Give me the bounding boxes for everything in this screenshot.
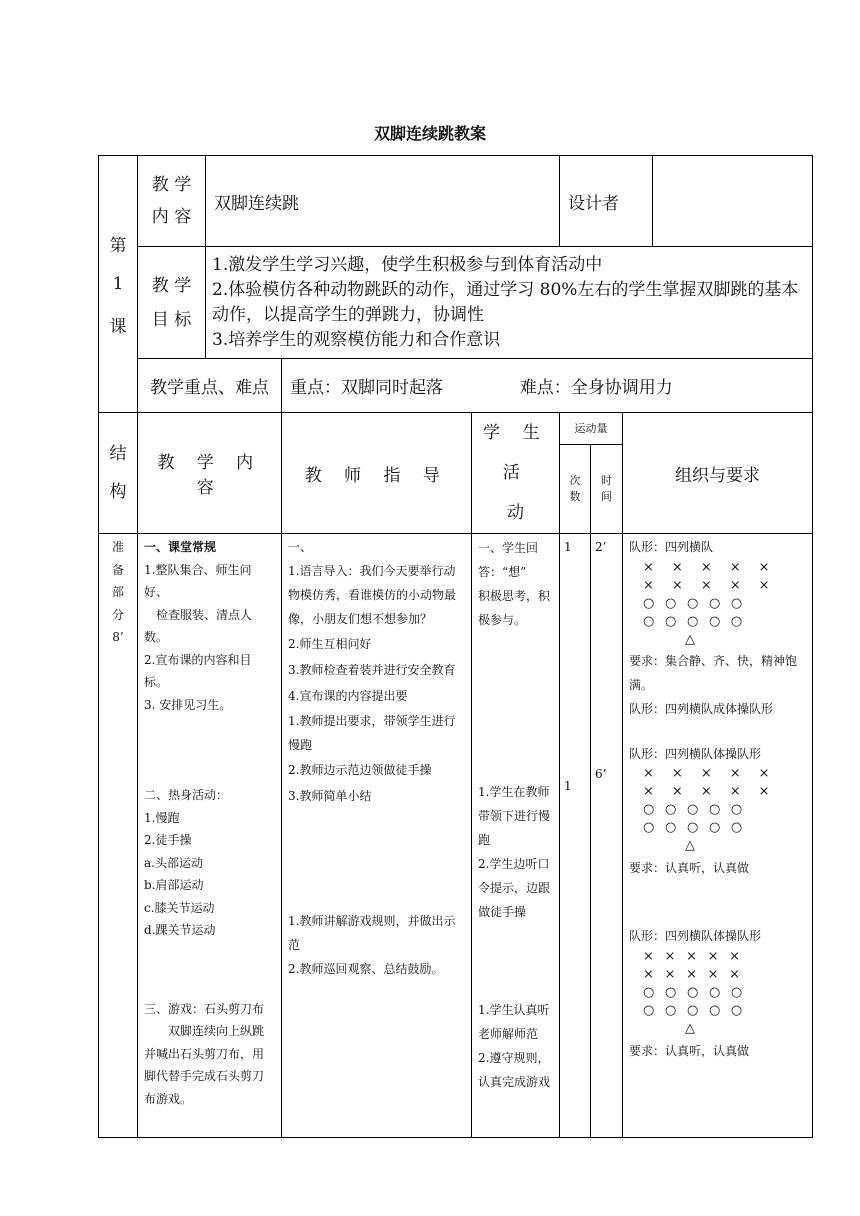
teacher-a-item-4: 4.宣布课的内容提出要 <box>288 688 408 703</box>
structure-label-2: 构 <box>109 482 127 502</box>
student-header <box>472 413 560 534</box>
org-c-req: 要求：认真听，认真做 <box>629 1043 750 1058</box>
key-point: 重点：双脚同时起落 <box>290 378 443 398</box>
org-a-row-3: ○ ○ ○ ○ ○ <box>643 595 746 611</box>
document-title: 双脚连续跳教案 <box>373 124 486 143</box>
org-header: 组织与要求 <box>623 413 813 534</box>
content-a-item-1: 1.整队集合、师生问好、 <box>144 562 252 599</box>
content-a-item-4: 3. 安排见习生。 <box>144 697 232 712</box>
content-value: 双脚连续跳 <box>206 156 560 247</box>
content-header: 教 学 内 容 <box>138 413 282 534</box>
org-body-cell <box>623 534 813 1138</box>
designer-value <box>653 156 813 247</box>
lesson-plan-table <box>98 155 813 1138</box>
student-b-item-1: 1.学生在教师带领下进行慢跑 <box>478 785 551 847</box>
student-a-text2: 积极思考，积极参与。 <box>478 589 551 627</box>
content-b-title: 二、热身活动： <box>144 788 229 802</box>
structure-header <box>99 413 138 534</box>
org-c-row-2: × × × × × <box>643 966 744 982</box>
teacher-c-item-1: 1.教师讲解游戏规则，并做出示范 <box>288 913 456 952</box>
org-b-row-3: ○ ○ ○ ○ ○ <box>643 802 746 817</box>
times-value-1: 1 <box>564 540 572 554</box>
difficulty: 难点：全身协调用力 <box>519 378 673 398</box>
duration-value-2: 6’ <box>595 766 607 781</box>
teacher-position-icon: △ <box>685 838 696 853</box>
teacher-header: 教 师 指 导 <box>282 413 472 534</box>
duration-label-1: 时 <box>601 473 613 487</box>
teacher-b-item-1: 1.教师提出要求，带领学生进行慢跑 <box>288 713 456 752</box>
goal-2: 2.体验模仿各种动物跳跃的动作，通过学习 80%左右的学生掌握双脚跳的基本动作，以提高学生的弹跳力，协调性 <box>212 279 799 325</box>
key-label: 教学重点、难点 <box>138 359 282 413</box>
section-label-cell <box>99 534 138 1138</box>
content-label-2: 内 容 <box>151 207 192 227</box>
times-body-cell <box>560 534 591 1138</box>
org-b-row-2: × × × × × <box>643 784 773 799</box>
teacher-a-item-2: 2.师生互相问好 <box>288 636 372 651</box>
teacher-b-item-3: 3.教师简单小结 <box>288 788 372 803</box>
student-label-1: 学 生 活 <box>483 423 548 483</box>
student-label-2: 动 <box>507 503 524 523</box>
lesson-number-cell <box>99 156 138 413</box>
goal-label-1: 教 学 <box>151 275 192 296</box>
goal-label-cell <box>138 247 206 359</box>
times-label-1: 次 <box>569 473 581 487</box>
org-a-row-1: × × × × × <box>643 559 773 575</box>
org-a-row-4: ○ ○ ○ ○ ○ <box>643 613 746 629</box>
content-c-desc: 双脚连续向上纵跳并喊出石头剪刀布，用脚代替手完成石头剪刀布游戏。 <box>144 1024 265 1106</box>
section-label-4: 分 <box>111 607 124 622</box>
org-a-row-2: × × × × × <box>643 577 773 593</box>
times-header <box>560 444 591 533</box>
teacher-b-item-2: 2.教师边示范边领做徒手操 <box>288 762 432 777</box>
student-c-item-2: 2.遵守规则，认真完成游戏 <box>478 1051 551 1089</box>
lesson-label-2: 1 <box>112 274 124 294</box>
content-body-cell <box>138 534 282 1138</box>
key-points-cell <box>282 359 813 413</box>
section-label-1: 准 <box>111 540 124 554</box>
teacher-position-icon: △ <box>685 1020 696 1036</box>
teacher-body-cell <box>282 534 472 1138</box>
org-b-req: 要求：认真听，认真做 <box>629 861 750 875</box>
goal-label-2: 目 标 <box>151 309 192 330</box>
teacher-a-item-3: 3.教师检查着装并进行安全教育 <box>288 662 456 677</box>
times-label-2: 数 <box>569 489 581 503</box>
section-label-5: 8’ <box>112 630 124 644</box>
goal-3: 3.培养学生的观察模仿能力和合作意识 <box>212 329 501 350</box>
org-a-req: 要求：集合静、齐、快，精神饱满。 <box>629 653 798 692</box>
lesson-label-1: 第 <box>109 236 127 256</box>
teacher-c-item-2: 2.教师巡回观察、总结鼓励。 <box>288 961 444 976</box>
student-b-item-2: 2.学生边听口令提示，边跟做徒手操 <box>478 857 551 919</box>
content-b-item-3: a.头部运动 <box>144 855 203 870</box>
section-label-2: 备 <box>111 562 124 577</box>
student-c-item-1: 1.学生认真听老师解师范 <box>478 1003 550 1041</box>
org-c-row-1: × × × × × <box>643 948 744 964</box>
org-c-row-3: ○ ○ ○ ○ ○ <box>643 984 746 1000</box>
load-header: 运动量 <box>560 413 623 445</box>
duration-value-1: 2’ <box>595 540 607 554</box>
content-c-title: 三、游戏：石头剪刀布 <box>144 1001 265 1016</box>
student-a-text: 一、学生回答：“想” <box>478 541 539 579</box>
org-c-row-4: ○ ○ ○ ○ ○ <box>643 1002 746 1018</box>
teacher-a-item-1: 1.语言导入：我们今天要举行动物模仿秀，看谁模仿的小动物最像，小朋友们想不想参加？ <box>288 563 457 626</box>
content-b-item-4: b.肩部运动 <box>144 878 204 892</box>
org-c-formation: 队形：四列横队体操队形 <box>629 929 762 943</box>
lesson-label-3: 课 <box>109 317 127 337</box>
student-body-cell <box>472 534 560 1138</box>
org-b-row-1: × × × × × <box>643 766 773 781</box>
structure-label-1: 结 <box>109 444 127 464</box>
content-label-1: 教 学 <box>151 175 192 195</box>
content-label-cell <box>138 156 206 247</box>
times-value-2: 1 <box>564 778 572 793</box>
duration-body-cell <box>591 534 623 1138</box>
org-b-row-4: ○ ○ ○ ○ ○ <box>643 820 746 835</box>
duration-label-2: 间 <box>601 489 613 503</box>
content-b-item-5: c.膝关节运动 <box>144 900 215 915</box>
content-a-item-2: 检查服装、清点人数。 <box>144 607 253 644</box>
org-a-formation: 队形：四列横队 <box>629 540 714 554</box>
goal-1: 1.激发学生学习兴趣，使学生积极参与到体育活动中 <box>212 254 603 275</box>
teacher-position-icon: △ <box>685 631 696 647</box>
teacher-a-head: 一、 <box>288 540 313 554</box>
goals-cell <box>206 247 813 359</box>
content-a-item-3: 2.宣布课的内容和目标。 <box>144 652 252 689</box>
content-b-item-2: 2.徒手操 <box>144 833 192 847</box>
org-a-formation2: 队形：四列横队成体操队形 <box>629 701 774 716</box>
duration-header <box>591 444 623 533</box>
section-label-3: 部 <box>111 585 124 599</box>
org-b-formation: 队形：四列横队体操队形 <box>629 746 762 761</box>
content-a-title: 一、课堂常规 <box>144 540 217 554</box>
designer-label: 设计者 <box>560 156 653 247</box>
content-b-item-1: 1.慢跑 <box>144 810 180 825</box>
content-b-item-6: d.踝关节运动 <box>144 923 216 937</box>
